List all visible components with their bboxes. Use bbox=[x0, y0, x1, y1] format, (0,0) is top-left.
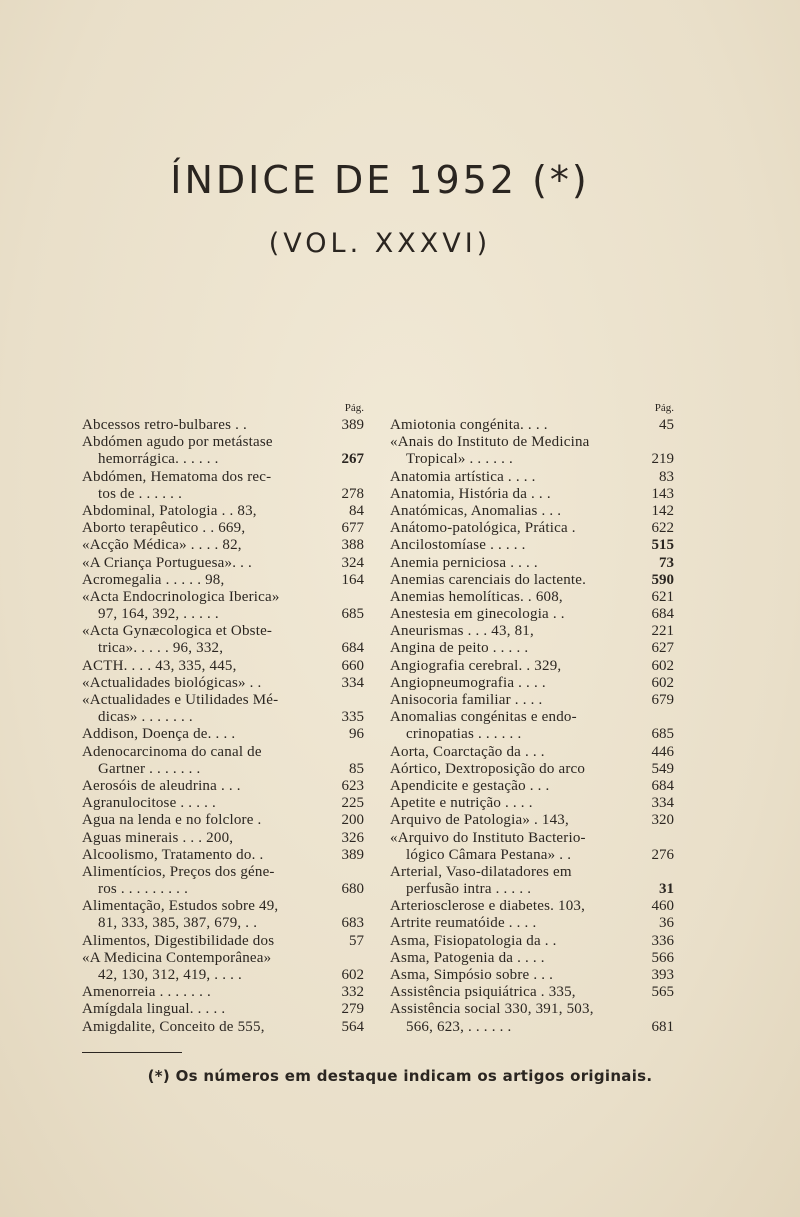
index-entry bbox=[390, 709, 674, 726]
index-entry-page: 334 bbox=[341, 674, 364, 691]
index-entry-text: Abdómen agudo por metástase bbox=[82, 434, 273, 451]
index-entry-text: ACTH. . . . 43, 335, 445, bbox=[82, 657, 237, 674]
index-entry-page: 681 bbox=[651, 1018, 674, 1035]
index-entry-text: perfusão intra . . . . . bbox=[406, 881, 532, 898]
index-entry bbox=[390, 606, 674, 623]
index-entry-text: crinopatias . . . . . . bbox=[406, 726, 522, 743]
index-entry-text: «Actualidades biológicas» . . bbox=[82, 674, 262, 691]
index-entry bbox=[390, 675, 674, 692]
index-entry-page: 267 bbox=[341, 451, 364, 468]
index-entry bbox=[82, 933, 364, 950]
index-entry bbox=[390, 469, 674, 486]
index-entry-text: Aneurismas . . . 43, 81, bbox=[390, 623, 534, 640]
index-entry-page: 565 bbox=[651, 984, 674, 1001]
index-entry bbox=[82, 555, 364, 572]
index-entry-text: Ancilostomíase . . . . . bbox=[390, 537, 526, 554]
index-entry-page: 389 bbox=[341, 417, 364, 433]
index-column-right bbox=[390, 400, 674, 1036]
index-entry-page: 334 bbox=[651, 795, 674, 812]
index-entry-page: 83 bbox=[659, 468, 674, 485]
index-entry-text: Abdómen, Hematoma dos rec- bbox=[82, 468, 272, 485]
index-entry-page: 680 bbox=[341, 881, 364, 898]
index-entry-text: tos de . . . . . . bbox=[98, 485, 183, 502]
index-entry bbox=[390, 864, 674, 881]
index-entry-page: 332 bbox=[341, 984, 364, 1001]
index-entry bbox=[82, 984, 364, 1001]
index-entry-text: «Anais do Instituto de Medicina bbox=[390, 434, 590, 451]
index-entry-page: 142 bbox=[651, 502, 674, 519]
index-entry-page: 602 bbox=[651, 657, 674, 674]
index-entry-page: 564 bbox=[341, 1018, 364, 1035]
index-entry-page: 326 bbox=[341, 829, 364, 846]
index-entry-page: 96 bbox=[349, 726, 364, 743]
index-entry-text: Anemias carenciais do lactente. bbox=[390, 571, 587, 588]
index-entry bbox=[82, 709, 364, 726]
index-entry-text: Assistência psiquiátrica . 335, bbox=[390, 984, 576, 1001]
index-entry-text: Aborto terapêutico . . 669, bbox=[82, 520, 246, 537]
index-entry-text: «Acta Gynæcologica et Obste- bbox=[82, 623, 273, 640]
index-entry bbox=[82, 675, 364, 692]
index-entry-page: 549 bbox=[651, 760, 674, 777]
index-entry-page: 278 bbox=[341, 485, 364, 502]
index-entry-text: Agranulocitose . . . . . bbox=[82, 795, 216, 812]
index-entry-text: Adenocarcinoma do canal de bbox=[82, 743, 262, 760]
index-entry bbox=[390, 1019, 674, 1036]
index-entry-text: Amigdalite, Conceito de 555, bbox=[82, 1018, 265, 1035]
index-entry-text: dicas» . . . . . . . bbox=[98, 709, 193, 726]
index-entry bbox=[82, 469, 364, 486]
index-entry-text: Aerosóis de aleudrina . . . bbox=[82, 777, 241, 794]
index-entry-text: Abcessos retro-bulbares . . bbox=[82, 417, 247, 433]
index-entry-page: 660 bbox=[341, 657, 364, 674]
index-entry bbox=[82, 915, 364, 932]
index-entry bbox=[82, 967, 364, 984]
index-entry bbox=[82, 537, 364, 554]
index-entry bbox=[390, 778, 674, 795]
index-entry bbox=[82, 898, 364, 915]
index-entry-page: 446 bbox=[651, 743, 674, 760]
index-entry bbox=[390, 881, 674, 898]
index-entry bbox=[390, 933, 674, 950]
volume-subtitle: (VOL. XXXVI) bbox=[268, 228, 492, 259]
index-entry bbox=[390, 417, 674, 434]
index-entry-page: 622 bbox=[651, 520, 674, 537]
index-entry-text: trica». . . . . 96, 332, bbox=[98, 640, 224, 657]
index-entry bbox=[390, 572, 674, 589]
index-entry-page: 683 bbox=[341, 915, 364, 932]
index-entry-text: Alimentos, Digestibilidade dos bbox=[82, 932, 275, 949]
index-entry-text: Angina de peito . . . . . bbox=[390, 640, 529, 657]
index-entry-page: 73 bbox=[659, 554, 674, 571]
index-entry-text: Anemias hemolíticas. . 608, bbox=[390, 588, 563, 605]
index-entry bbox=[390, 795, 674, 812]
index-entry bbox=[390, 812, 674, 829]
index-entry bbox=[390, 847, 674, 864]
index-entry bbox=[82, 830, 364, 847]
index-entry bbox=[82, 486, 364, 503]
index-entry-page: 84 bbox=[349, 502, 364, 519]
index-entry-text: Anatomia artística . . . . bbox=[390, 468, 536, 485]
index-entry-text: Abdominal, Patologia . . 83, bbox=[82, 502, 257, 519]
index-entry-page: 335 bbox=[341, 709, 364, 726]
index-entry bbox=[82, 795, 364, 812]
index-entry-text: Alcoolismo, Tratamento do. . bbox=[82, 846, 264, 863]
index-entry-page: 393 bbox=[651, 967, 674, 983]
index-entry-page: 336 bbox=[651, 932, 674, 949]
index-entry bbox=[390, 503, 674, 520]
index-entry-page: 200 bbox=[341, 812, 364, 829]
index-entry-page: 164 bbox=[341, 571, 364, 588]
index-entry-text: Anemia perniciosa . . . . bbox=[390, 554, 538, 571]
index-entry bbox=[82, 658, 364, 675]
index-entry-text: «Acta Endocrinologica Iberica» bbox=[82, 588, 280, 605]
index-entry bbox=[390, 658, 674, 675]
footnote: (*) Os números em destaque indicam os artigos originais. bbox=[147, 1067, 653, 1085]
index-entry bbox=[390, 915, 674, 932]
index-entry-page: 677 bbox=[341, 520, 364, 537]
index-entry bbox=[82, 761, 364, 778]
index-entry bbox=[82, 606, 364, 623]
index-entry bbox=[390, 950, 674, 967]
index-entry-text: Asma, Patogenia da . . . . bbox=[390, 949, 545, 966]
index-entry-page: 143 bbox=[651, 485, 674, 502]
index-entry bbox=[82, 417, 364, 434]
index-entry-text: 42, 130, 312, 419, . . . . bbox=[98, 967, 242, 983]
index-entry-page: 602 bbox=[651, 674, 674, 691]
index-entry-page: 219 bbox=[651, 451, 674, 468]
index-entry bbox=[390, 520, 674, 537]
index-entry-page: 602 bbox=[341, 967, 364, 983]
index-entry-page: 221 bbox=[651, 623, 674, 640]
index-entry-text: Apetite e nutrição . . . . bbox=[390, 795, 533, 812]
index-entry bbox=[82, 520, 364, 537]
index-entry-text: Alimentícios, Preços dos géne- bbox=[82, 863, 275, 880]
index-entry bbox=[82, 451, 364, 468]
index-entry-text: lógico Câmara Pestana» . . bbox=[406, 846, 572, 863]
index-entry-text: Anátomo-patológica, Prática . bbox=[390, 520, 576, 537]
index-entry bbox=[390, 898, 674, 915]
index-entry-text: Artrite reumatóide . . . . bbox=[390, 915, 537, 932]
index-entry bbox=[390, 486, 674, 503]
index-entry bbox=[82, 692, 364, 709]
index-entry-text: Amígdala lingual. . . . . bbox=[82, 1001, 226, 1018]
index-entry-page: 679 bbox=[651, 692, 674, 708]
index-entry-page: 627 bbox=[651, 640, 674, 657]
index-entry-text: Anatomia, História da . . . bbox=[390, 485, 551, 502]
index-entry bbox=[82, 778, 364, 795]
index-entry-text: Amiotonia congénita. . . . bbox=[390, 417, 548, 433]
index-entry-text: «Acção Médica» . . . . 82, bbox=[82, 537, 242, 554]
index-entry-page: 684 bbox=[341, 640, 364, 657]
index-entry-page: 57 bbox=[349, 932, 364, 949]
index-entry bbox=[390, 761, 674, 778]
index-entry bbox=[390, 555, 674, 572]
page-column-header: Pág. bbox=[654, 402, 674, 414]
footnote-divider bbox=[82, 1052, 182, 1053]
index-entry-text: Aorta, Coarctação da . . . bbox=[390, 743, 545, 760]
index-entry-page: 566 bbox=[651, 949, 674, 966]
index-entry bbox=[390, 1001, 674, 1018]
index-entry-text: Angiopneumografia . . . . bbox=[390, 674, 546, 691]
index-entry bbox=[82, 881, 364, 898]
index-entry-text: Gartner . . . . . . . bbox=[98, 760, 201, 777]
index-entry-text: «A Medicina Contemporânea» bbox=[82, 949, 272, 966]
index-entry-page: 623 bbox=[341, 777, 364, 794]
index-entry-page: 320 bbox=[651, 812, 674, 829]
index-column-left bbox=[82, 400, 364, 1036]
index-entry bbox=[82, 623, 364, 640]
index-entry bbox=[390, 967, 674, 984]
index-entry-page: 388 bbox=[341, 537, 364, 554]
index-entry-page: 225 bbox=[341, 795, 364, 812]
index-entry bbox=[390, 451, 674, 468]
index-entry-page: 279 bbox=[341, 1001, 364, 1018]
index-entry-text: Alimentação, Estudos sobre 49, bbox=[82, 898, 279, 915]
index-entry bbox=[390, 640, 674, 657]
index-entry-text: 81, 333, 385, 387, 679, . . bbox=[98, 915, 258, 932]
index-entry-text: Arterial, Vaso-dilatadores em bbox=[390, 863, 572, 880]
index-entry bbox=[390, 830, 674, 847]
index-entry-page: 684 bbox=[651, 777, 674, 794]
index-entry-text: Aórtico, Dextroposição do arco bbox=[390, 760, 586, 777]
index-entry-text: Asma, Simpósio sobre . . . bbox=[390, 967, 554, 983]
index-entry-text: Anomalias congénitas e endo- bbox=[390, 709, 577, 726]
index-entry bbox=[82, 1019, 364, 1036]
index-entry-page: 684 bbox=[651, 606, 674, 623]
index-entry-page: 276 bbox=[651, 846, 674, 863]
index-entry-text: 97, 164, 392, . . . . . bbox=[98, 606, 219, 623]
index-entry-text: Arteriosclerose e diabetes. 103, bbox=[390, 898, 586, 915]
index-entry-page: 45 bbox=[659, 417, 674, 433]
index-entry-page: 685 bbox=[651, 726, 674, 743]
index-entry-text: Arquivo de Patologia» . 143, bbox=[390, 812, 569, 829]
index-entry-page: 621 bbox=[651, 588, 674, 605]
index-entry-page: 36 bbox=[659, 915, 674, 932]
index-entry-page: 85 bbox=[349, 760, 364, 777]
index-entry-text: Acromegalia . . . . . 98, bbox=[82, 571, 225, 588]
index-entry bbox=[390, 984, 674, 1001]
index-entry-page: 515 bbox=[651, 537, 674, 554]
index-entry-text: Asma, Fisiopatologia da . . bbox=[390, 932, 557, 949]
index-entry bbox=[82, 726, 364, 743]
index-entry bbox=[82, 744, 364, 761]
index-entry-text: Angiografia cerebral. . 329, bbox=[390, 657, 562, 674]
index-entry-page: 389 bbox=[341, 846, 364, 863]
index-entry-text: hemorrágica. . . . . . bbox=[98, 451, 219, 468]
index-entries-left bbox=[82, 417, 364, 1036]
index-entry bbox=[82, 864, 364, 881]
index-entry-text: 566, 623, . . . . . . bbox=[406, 1018, 512, 1035]
index-entry-text: «Actualidades e Utilidades Mé- bbox=[82, 692, 279, 708]
index-entry bbox=[82, 847, 364, 864]
index-entry-text: Amenorreia . . . . . . . bbox=[82, 984, 211, 1001]
index-entry bbox=[82, 1001, 364, 1018]
index-entry bbox=[390, 589, 674, 606]
index-entries-right bbox=[390, 417, 674, 1036]
index-entry-text: Apendicite e gestação . . . bbox=[390, 777, 550, 794]
index-entry-text: Addison, Doença de. . . . bbox=[82, 726, 236, 743]
index-entry bbox=[390, 692, 674, 709]
index-entry bbox=[390, 434, 674, 451]
index-entry bbox=[82, 434, 364, 451]
index-entry-text: Assistência social 330, 391, 503, bbox=[390, 1001, 594, 1018]
index-entry bbox=[82, 589, 364, 606]
index-entry-text: Anestesia em ginecologia . . bbox=[390, 606, 565, 623]
index-entry bbox=[82, 503, 364, 520]
index-entry-page: 590 bbox=[651, 571, 674, 588]
index-entry bbox=[390, 726, 674, 743]
index-entry-page: 324 bbox=[341, 554, 364, 571]
page-title: ÍNDICE DE 1952 (*) bbox=[170, 158, 590, 202]
index-entry-text: Aguas minerais . . . 200, bbox=[82, 829, 234, 846]
index-entry-text: Tropical» . . . . . . bbox=[406, 451, 513, 468]
index-entry bbox=[390, 623, 674, 640]
index-entry bbox=[390, 744, 674, 761]
index-entry-text: ros . . . . . . . . . bbox=[98, 881, 189, 898]
index-entry bbox=[82, 950, 364, 967]
index-entry-text: «A Criança Portuguesa». . . bbox=[82, 554, 252, 571]
index-entry-page: 31 bbox=[659, 881, 674, 898]
page-column-header: Pág. bbox=[344, 402, 364, 414]
index-entry bbox=[390, 537, 674, 554]
index-entry-text: Agua na lenda e no folclore . bbox=[82, 812, 262, 829]
index-entry-page: 685 bbox=[341, 606, 364, 623]
index-entry bbox=[82, 640, 364, 657]
index-entry-text: Anisocoria familiar . . . . bbox=[390, 692, 543, 708]
index-entry bbox=[82, 572, 364, 589]
index-entry bbox=[82, 812, 364, 829]
index-entry-page: 460 bbox=[651, 898, 674, 915]
index-entry-text: «Arquivo do Instituto Bacterio- bbox=[390, 829, 586, 846]
index-entry-text: Anatómicas, Anomalias . . . bbox=[390, 502, 562, 519]
